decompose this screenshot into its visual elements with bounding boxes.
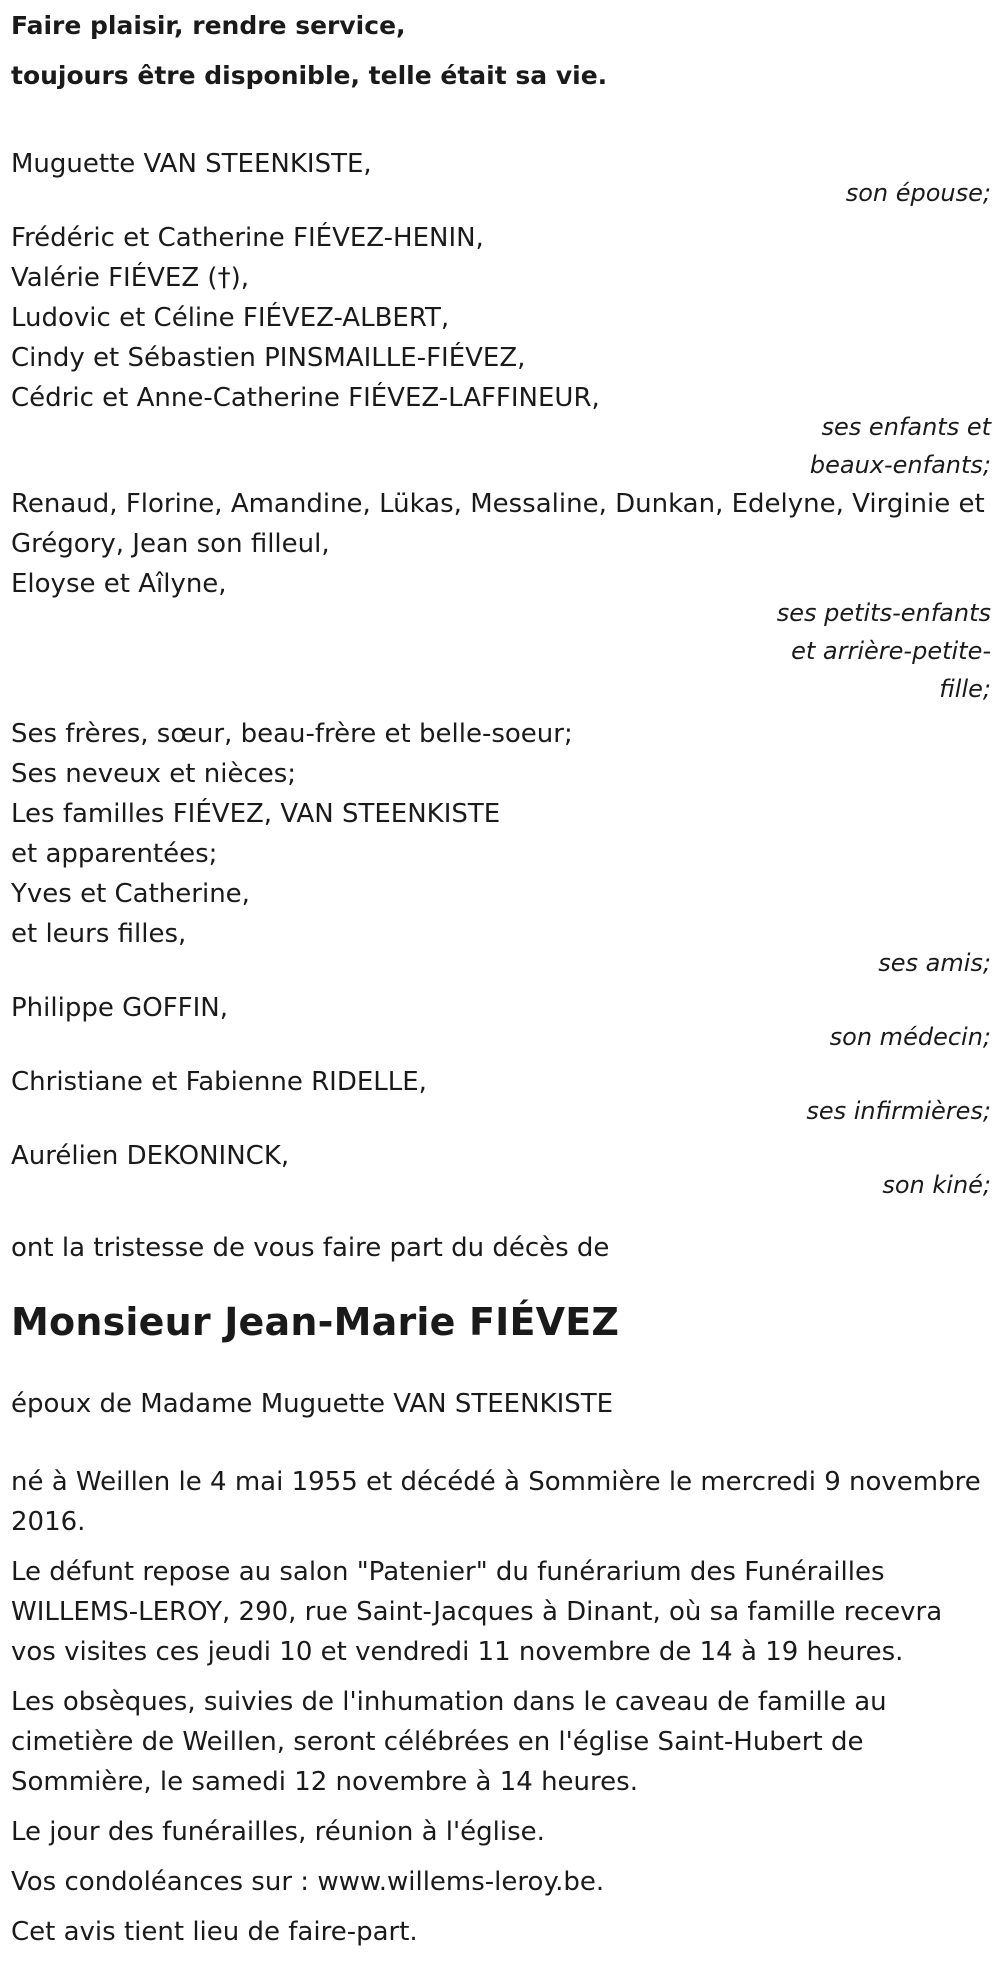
family-line: Ses neveux et nièces; — [11, 759, 297, 789]
deceased-name: Monsieur Jean-Marie FIÉVEZ — [11, 1300, 620, 1344]
motto-line-2: toujours être disponible, telle était sa vie. — [11, 61, 608, 90]
nurses-role: ses infirmières; — [806, 1097, 991, 1125]
nurses-block — [11, 1062, 991, 1130]
extended-family-block — [11, 714, 991, 982]
condolences-paragraph: Vos condoléances sur : www.willems-leroy.be. — [11, 1867, 605, 1897]
meeting-paragraph: Le jour des funérailles, réunion à l'église. — [11, 1817, 545, 1847]
motto-line-1: Faire plaisir, rendre service, — [11, 11, 406, 40]
closing-paragraph: Cet avis tient lieu de faire-part. — [11, 1917, 418, 1947]
friends-role: ses amis; — [878, 949, 991, 977]
grandchildren-block — [11, 484, 991, 708]
child-name: Ludovic et Céline FIÉVEZ-ALBERT, — [11, 303, 450, 333]
grandchildren-role-line-2: et arrière-petite- — [791, 637, 991, 665]
family-line: et leurs filles, — [11, 919, 187, 949]
family-line: Yves et Catherine, — [11, 879, 250, 909]
doctor-name: Philippe GOFFIN, — [11, 993, 229, 1023]
great-grandchildren-names: Eloyse et Aîlyne, — [11, 569, 227, 599]
children-role-line-1: ses enfants et — [821, 413, 991, 441]
doctor-block — [11, 988, 991, 1056]
doctor-role: son médecin; — [829, 1023, 991, 1051]
child-name: Cindy et Sébastien PINSMAILLE-FIÉVEZ, — [11, 343, 526, 373]
motto — [11, 2, 991, 100]
announcement-text: ont la tristesse de vous faire part du décès de — [11, 1233, 610, 1263]
grandchildren-role-line-1: ses petits-enfants — [776, 599, 991, 627]
physio-name: Aurélien DEKONINCK, — [11, 1141, 290, 1171]
child-name: Frédéric et Catherine FIÉVEZ-HENIN, — [11, 223, 484, 253]
details-block — [11, 1462, 991, 1952]
child-name: Valérie FIÉVEZ (†), — [11, 263, 249, 293]
grandchildren-role-line-3: fille; — [939, 675, 991, 703]
birth-death-paragraph: né à Weillen le 4 mai 1955 et décédé à Sommière le mercredi 9 novembre 2016. — [11, 1467, 981, 1537]
physio-role: son kiné; — [882, 1171, 991, 1199]
spouse-block — [11, 144, 991, 212]
obituary-notice — [11, 0, 991, 1962]
nurses-name: Christiane et Fabienne RIDELLE, — [11, 1067, 427, 1097]
physio-block — [11, 1136, 991, 1204]
family-line: Les familles FIÉVEZ, VAN STEENKISTE — [11, 799, 501, 829]
child-name: Cédric et Anne-Catherine FIÉVEZ-LAFFINEUR, — [11, 383, 600, 413]
family-line: Ses frères, sœur, beau-frère et belle-soeur; — [11, 719, 573, 749]
grandchildren-names: Renaud, Florine, Amandine, Lükas, Messaline, Dunkan, Edelyne, Virginie et Grégory, Jean son filleul, — [11, 489, 985, 559]
children-role-line-2: beaux-enfants; — [809, 451, 991, 479]
funeral-paragraph: Les obsèques, suivies de l'inhumation dans le caveau de famille au cimetière de Weillen, seront célébrées en l'église Saint-Hubert de Sommière, le samedi 12 novembre à 14 heures. — [11, 1687, 887, 1797]
spouse-name: Muguette VAN STEENKISTE, — [11, 149, 372, 179]
spouse-role: son épouse; — [845, 179, 991, 207]
family-line: et apparentées; — [11, 839, 218, 869]
spouse-of-text: époux de Madame Muguette VAN STEENKISTE — [11, 1389, 614, 1419]
visitation-paragraph: Le défunt repose au salon "Patenier" du funérarium des Funérailles WILLEMS-LEROY, 290, rue Saint-Jacques à Dinant, où sa famille recevra vos visites ces jeudi 10 et vendredi 11 novembre de 14 à 19 heures. — [11, 1557, 943, 1667]
children-block — [11, 218, 991, 484]
